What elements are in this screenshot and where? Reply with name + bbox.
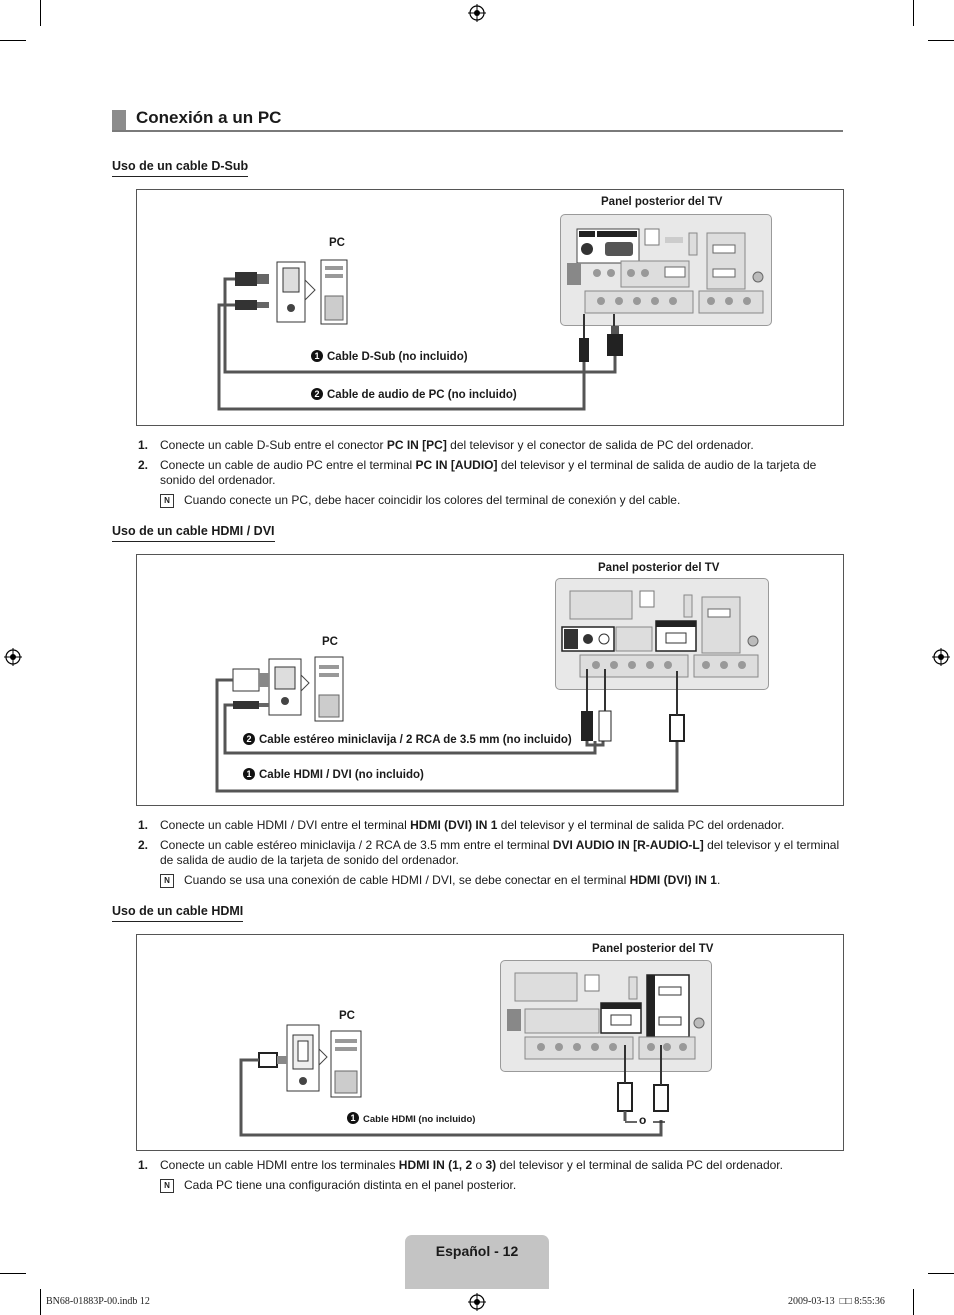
step-text xyxy=(160,438,843,454)
section-heading-hdmi: Uso de un cable HDMI xyxy=(112,904,243,922)
registration-mark-icon xyxy=(4,648,22,666)
crop-mark xyxy=(0,40,26,41)
crop-mark xyxy=(913,1289,914,1315)
print-date-info xyxy=(788,1296,885,1307)
or-label: o xyxy=(639,1113,647,1127)
section-heading-dsub: Uso de un cable D-Sub xyxy=(112,159,248,177)
section-heading-hdmi-dvi: Uso de un cable HDMI / DVI xyxy=(112,524,275,542)
step-number: 2. xyxy=(138,457,149,472)
page-number-label: Español - 12 xyxy=(435,1243,519,1259)
print-time: 8:55:36 xyxy=(854,1296,885,1307)
crop-mark xyxy=(0,1273,26,1274)
step-number: 2. xyxy=(138,837,149,852)
step-text xyxy=(160,838,843,869)
step-item xyxy=(138,458,843,489)
pc-label: PC xyxy=(339,1010,355,1022)
note-text: Cuando conecte un PC, debe hacer coincidir los colores del terminal de conexión y del cable. xyxy=(184,492,681,507)
cable-2-label xyxy=(243,733,572,746)
panel-label: Panel posterior del TV xyxy=(592,943,714,955)
pc-label: PC xyxy=(329,237,345,249)
print-time-mark: □□ xyxy=(839,1296,852,1307)
diagram-hdmi xyxy=(136,934,844,1151)
cable-1-label xyxy=(311,350,468,363)
cable-2-text: Cable estéreo miniclavija / 2 RCA de 3.5 mm (no incluido) xyxy=(259,734,572,746)
diagram-hdmi-dvi xyxy=(136,554,844,806)
step-text-bold: 3) xyxy=(485,1158,497,1172)
cable-1-label xyxy=(243,768,424,781)
step-text xyxy=(160,818,843,834)
step-text-part: del televisor y el terminal de salida de audio de la tarjeta de sonido del ordenador. xyxy=(160,457,817,487)
page-title: Conexión a un PC xyxy=(136,108,282,127)
title-rule xyxy=(112,130,843,132)
step-text-part: Conecte un cable estéreo miniclavija / 2 RCA de 3.5 mm entre el terminal xyxy=(160,837,553,852)
note-text xyxy=(184,873,720,889)
note-icon: N xyxy=(160,874,174,888)
steps-dsub xyxy=(138,438,843,512)
note-text-bold: HDMI (DVI) IN 1 xyxy=(629,872,717,887)
crop-mark xyxy=(40,0,41,26)
step-text-part: Conecte un cable D-Sub entre el conector xyxy=(160,438,387,452)
pc-label: PC xyxy=(322,636,338,648)
diagram-dsub xyxy=(136,189,844,426)
step-text-part: o xyxy=(472,1158,486,1172)
steps-hdmi xyxy=(138,1158,843,1197)
step-text xyxy=(160,1158,843,1174)
step-text-bold: DVI AUDIO IN [R-AUDIO-L] xyxy=(552,837,704,852)
note-text: Cada PC tiene una configuración distinta en el panel posterior. xyxy=(184,1177,517,1192)
step-number-icon: 1 xyxy=(347,1112,359,1124)
step-text-bold: HDMI (DVI) IN 1 xyxy=(410,818,498,832)
step-number-icon: 2 xyxy=(243,733,255,745)
step-text-part: del televisor y el conector de salida de PC del ordenador. xyxy=(446,438,754,452)
step-item xyxy=(138,818,843,834)
cable-1-text: Cable HDMI (no incluido) xyxy=(363,1114,476,1125)
step-text-part: del televisor y el terminal de salida de audio de la tarjeta de sonido del ordenador. xyxy=(160,837,840,867)
step-text xyxy=(160,458,843,489)
step-text-bold: HDMI IN (1, 2 xyxy=(398,1158,473,1172)
crop-mark xyxy=(40,1289,41,1315)
step-number-icon: 2 xyxy=(311,388,323,400)
crop-mark xyxy=(928,40,954,41)
registration-mark-icon xyxy=(932,648,950,666)
note-icon: N xyxy=(160,1179,174,1193)
step-number-icon: 1 xyxy=(243,768,255,780)
registration-mark-icon xyxy=(468,4,486,22)
step-text-part: del televisor y el terminal de salida PC del ordenador. xyxy=(497,818,785,832)
step-item xyxy=(138,838,843,869)
step-number: 1. xyxy=(138,438,149,452)
cable-2-text: Cable de audio de PC (no incluido) xyxy=(327,389,517,401)
crop-mark xyxy=(928,1273,954,1274)
print-file-info: BN68-01883P-00.indb 12 xyxy=(46,1296,150,1307)
registration-mark-icon xyxy=(468,1293,486,1311)
step-text-part: del televisor y el terminal de salida PC del ordenador. xyxy=(496,1158,783,1172)
step-item xyxy=(138,438,843,454)
step-text-bold: PC IN [PC] xyxy=(386,438,447,452)
panel-label: Panel posterior del TV xyxy=(598,562,720,574)
step-item xyxy=(138,1158,843,1174)
steps-hdmi-dvi xyxy=(138,818,843,892)
step-text-part: Conecte un cable HDMI / DVI entre el terminal xyxy=(160,818,411,832)
step-number-icon: 1 xyxy=(311,350,323,362)
cable-2-label xyxy=(311,388,517,401)
title-marker xyxy=(112,110,126,130)
cable-1-text: Cable D-Sub (no incluido) xyxy=(327,351,468,363)
note-icon: N xyxy=(160,494,174,508)
panel-label: Panel posterior del TV xyxy=(601,196,723,208)
step-number: 1. xyxy=(138,1158,149,1172)
cable-1-text: Cable HDMI / DVI (no incluido) xyxy=(259,769,424,781)
note-text-part: Cuando se usa una conexión de cable HDMI / DVI, se debe conectar en el terminal xyxy=(184,872,630,887)
hdmi-cable-diagram xyxy=(137,935,843,1150)
print-date: 2009-03-13 xyxy=(788,1296,835,1307)
note-item xyxy=(160,1178,843,1194)
cable-1-label xyxy=(347,1112,475,1125)
step-text-part: Conecte un cable HDMI entre los terminales xyxy=(160,1158,399,1172)
step-text-bold: PC IN [AUDIO] xyxy=(415,457,498,472)
note-item xyxy=(160,493,843,509)
note-item xyxy=(160,873,843,889)
note-text-part: . xyxy=(716,872,721,887)
step-number: 1. xyxy=(138,818,149,832)
step-text-part: Conecte un cable de audio PC entre el terminal xyxy=(160,457,416,472)
crop-mark xyxy=(913,0,914,26)
